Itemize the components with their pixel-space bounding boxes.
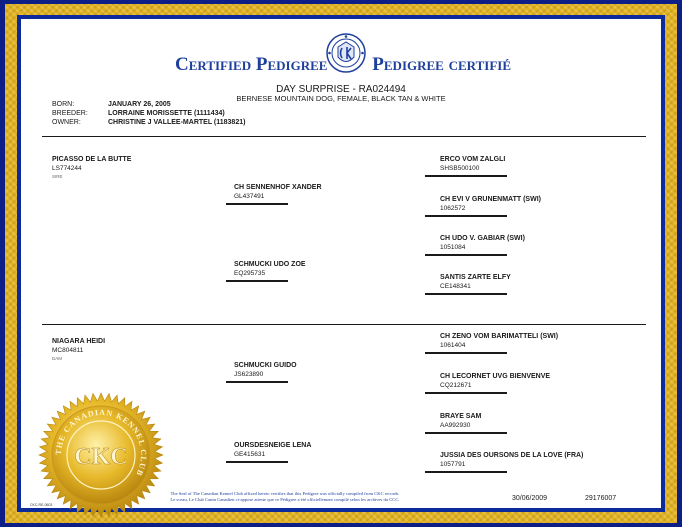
dam-registration: MC804811 <box>52 347 84 354</box>
dog-name-registration: DAY SURPRISE - RA024494 <box>276 84 406 95</box>
section-divider-middle <box>42 324 646 325</box>
owner-label: OWNER: <box>52 119 81 126</box>
grandparent-registration: EQ295735 <box>234 270 266 277</box>
grandparent-underline <box>226 461 288 463</box>
great-grandparent-underline <box>425 352 507 354</box>
great-grandparent-underline <box>425 293 507 295</box>
great-grandparent-name: ERCO VOM ZALGLI <box>440 156 506 163</box>
grandparent-registration: GL437491 <box>234 193 265 200</box>
born-label: BORN: <box>52 101 75 108</box>
great-grandparent-name: CH EVI V GRUNENMATT (SWI) <box>440 196 541 203</box>
great-grandparent-registration: AA992930 <box>440 422 471 429</box>
dam-name: NIAGARA HEIDI <box>52 338 106 345</box>
great-grandparent-registration: 1051084 <box>440 244 466 251</box>
dog-description: BERNESE MOUNTAIN DOG, FEMALE, BLACK TAN & WHITE <box>236 94 446 103</box>
great-grandparent-registration: 1057791 <box>440 461 466 468</box>
grandparent-name: CH SENNENHOF XANDER <box>234 184 322 191</box>
grandparent-registration: JS623890 <box>234 371 264 378</box>
great-grandparent-underline <box>425 392 507 394</box>
grandparent-underline <box>226 203 288 205</box>
seal-ring-text: THE CANADIAN KENNEL CLUB <box>53 407 149 478</box>
title-english: Certified Pedigree <box>175 54 328 75</box>
great-grandparent-registration: CE148341 <box>440 283 471 290</box>
grandparent-underline <box>226 280 288 282</box>
breeder-value: LORRAINE MORISSETTE (1111434) <box>108 110 225 117</box>
great-grandparent-underline <box>425 215 507 217</box>
great-grandparent-registration: SHSB500100 <box>440 165 480 172</box>
great-grandparent-registration: 1061404 <box>440 342 466 349</box>
sire-name: PICASSO DE LA BUTTE <box>52 156 132 163</box>
title-french: Pedigree certifié <box>372 54 511 75</box>
great-grandparent-name: JUSSIA DES OURSONS DE LA LOVE (FRA) <box>440 452 584 459</box>
great-grandparent-registration: CQ212671 <box>440 382 472 389</box>
sire-registration: LS774244 <box>52 165 82 172</box>
great-grandparent-underline <box>425 471 507 473</box>
dam-label: DAM <box>52 356 62 361</box>
great-grandparent-name: CH LECORNET UVG BIENVENVE <box>440 373 551 380</box>
grandparent-underline <box>226 381 288 383</box>
grandparent-name: OURSDESNEIGE LENA <box>234 442 312 449</box>
certificate-title <box>175 54 511 76</box>
great-grandparent-name: CH UDO V. GABIAR (SWI) <box>440 235 525 242</box>
great-grandparent-name: CH ZENO VOM BARIMATTELI (SWI) <box>440 333 559 340</box>
owner-value: CHRISTINE J VALLEE-MARTEL (1183821) <box>108 119 246 126</box>
great-grandparent-name: SANTIS ZARTE ELFY <box>440 274 511 281</box>
form-code: CKC-RE-0603 <box>30 503 53 507</box>
grandparent-name: SCHMUCKI GUIDO <box>234 362 297 369</box>
great-grandparent-underline <box>425 175 507 177</box>
grandparent-name: SCHMUCKI UDO ZOE <box>234 261 306 268</box>
issue-date: 30/06/2009 <box>512 495 548 502</box>
born-value: JANUARY 26, 2005 <box>108 101 171 108</box>
great-grandparent-underline <box>425 432 507 434</box>
certificate-number: 29176007 <box>585 495 617 502</box>
sire-label: SIRE <box>52 174 63 179</box>
seal-text-english: The Seal of The Canadian Kennel Club affixed hereto certifies that this Pedigree was officially compiled from CKC records. <box>170 491 400 496</box>
seal-certification-text <box>120 491 450 503</box>
seal-monogram: CKC <box>74 444 128 470</box>
great-grandparent-registration: 1062572 <box>440 205 466 212</box>
section-divider-top <box>42 136 646 137</box>
breeder-label: BREEDER: <box>52 110 88 117</box>
seal-text-french: Le sceau, Le Club Canin Canadien ci-appose atteste que ce Pédigree a été officiellement compilé selon les archives du CCC. <box>170 497 400 502</box>
grandparent-registration: GE415631 <box>234 451 266 458</box>
great-grandparent-name: BRAYE SAM <box>440 413 482 420</box>
great-grandparent-underline <box>425 254 507 256</box>
